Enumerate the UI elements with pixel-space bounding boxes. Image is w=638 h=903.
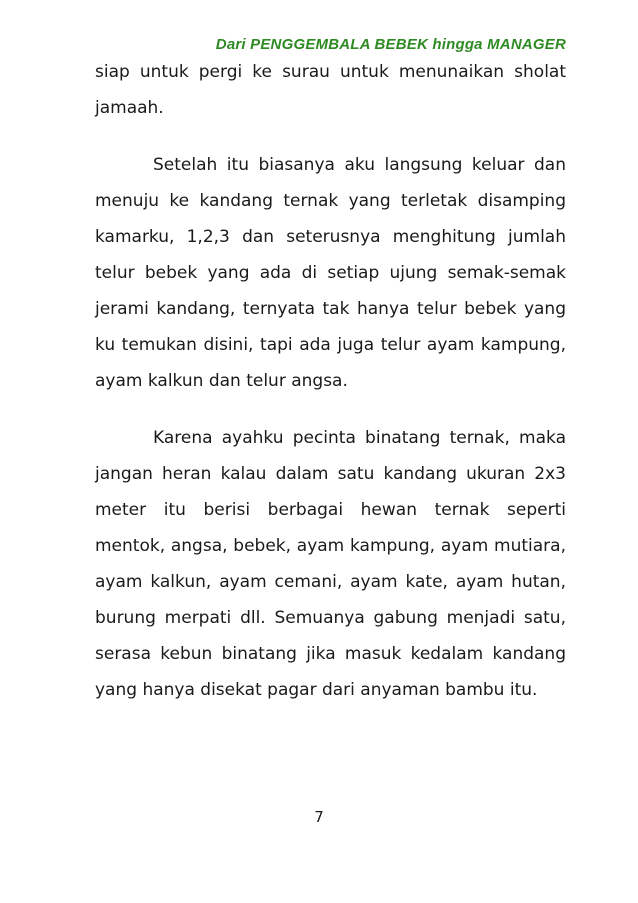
paragraph-kandang-ternak: Setelah itu biasanya aku langsung keluar dan menuju ke kandang ternak yang terletak disamping kamarku, 1,2,3 dan seterusnya menghitung jumlah telur bebek yang ada di setiap ujung semak-semak jerami kandang, ternyata tak hanya telur bebek yang ku temukan disini, tapi ada juga telur ayam kampung, ayam kalkun dan telur angsa. [95,155,566,391]
paragraph-continuation: siap untuk pergi ke surau untuk menunaikan sholat jamaah. [95,62,566,118]
paragraph-ayah-pecinta-ternak: Karena ayahku pecinta binatang ternak, maka jangan heran kalau dalam satu kandang ukuran 2x3 meter itu berisi berbagai hewan ternak seperti mentok, angsa, bebek, ayam kampung, ayam mutiara, ayam kalkun, ayam cemani, ayam kate, ayam hutan, burung merpati dll. Semuanya gabung menjadi satu, serasa kebun binatang jika masuk kedalam kandang yang hanya disekat pagar dari anyaman bambu itu. [95,428,566,700]
page-body [95,54,566,729]
running-header-title: Dari PENGGEMBALA BEBEK hingga MANAGER [215,36,566,53]
page-number: 7 [314,808,324,826]
